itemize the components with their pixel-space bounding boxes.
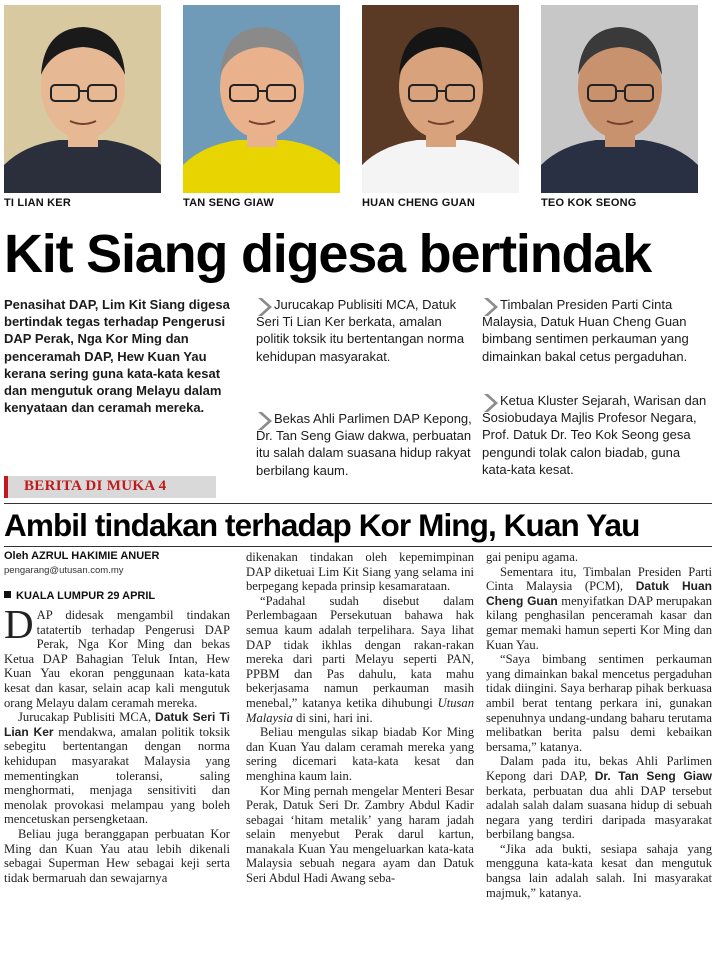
caption-huan-cheng-guan: HUAN CHENG GUAN [362,197,475,209]
summary-point-text: Jurucakap Publisiti MCA, Datuk Seri Ti Lian Ker berkata, amalan politik toksik itu bertentangan norma kehidupan masyarakat. [256,297,465,364]
article-paragraph: Beliau juga beranggapan perbuatan Kor Ming dan Kuan Yau atau lebih dikenali sebagai Superman Hew sebagai keji serta tidak bermaruah dan sewajarnya [4,826,230,885]
byline: Oleh AZRUL HAKIMIE ANUER [4,550,160,562]
article-column-2 [246,550,474,886]
article-column-1 [4,601,230,885]
article-paragraph [4,710,230,827]
article-text: Sementara itu, Timbalan Presiden Parti Cinta Malaysia (PCM), [486,564,712,594]
article-paragraph: Kor Ming pernah mengelar Menteri Besar Perak, Datuk Seri Dr. Zambry Abdul Kadir sebagai ‘hitam metalik’ yang haram jadah selain menyebut Perak darul kartun, manakala Kuan Yau mengeluarkan kata-kata Malaysia sebuah negara ayam dan Datuk Seri Abdul Hadi Awang seba- [246,783,474,886]
article-text: “Padahal sudah disebut dalam Perlembagaan Persekutuan bahawa hak semua kaum adalah terpelihara. Saya lihat DAP tidak ikhlas dengan rakan-rakan mereka dari parti Melayu seperti PAN, PPBM dan Pas dahulu, kata mahu bekerjasama namun perkauman masih menebal,” katanya ketika dihubungi [246,593,474,710]
article-name-bold: Datuk Seri Ti Lian Ker [4,710,230,739]
article-name-bold: Datuk Huan Cheng Guan [486,579,712,608]
summary-point-huan-cheng-guan [482,296,710,365]
article-paragraph: “Saya bimbang sentimen perkauman yang dimainkan bakal mencetus pergaduhan tidak diingini. Saya berharap pihak berkuasa ambil berat tentang perkara ini, gunakan sepenuhnya undang-undang baharu terutama melibatkan berita palsu demi kebaikan bersama,” katanya. [486,652,712,754]
summary-point-text: Ketua Kluster Sejarah, Warisan dan Sosiobudaya Majlis Profesor Negara, Prof. Datuk Dr. Teo Kok Seong gesa pengundi tolak calon biadab, guna kata-kata kesat. [482,393,707,477]
portrait-huan-cheng-guan [362,5,519,193]
article-paragraph: gai penipu agama. [486,550,578,564]
summary-point-ti-lian-ker [256,296,478,365]
article-text: berkata, perbuatan dua ahli DAP tersebut adalah salah dalam suasana hidup di sebuah negara yang terdiri daripada masyarakat berbilang bangsa. [486,783,712,842]
main-headline: Kit Siang digesa bertindak [4,224,651,284]
caption-ti-lian-ker: TI LIAN KER [4,197,71,209]
square-bullet-icon [4,591,11,598]
summary-lead: Penasihat DAP, Lim Kit Siang digesa bertindak tegas terhadap Pengerusi DAP Perak, Nga Kor Ming dan penceramah DAP, Hew Kuan Yau kerana sering guna kata-kata kesat dan mengutuk orang Melayu dalam kenyataan dan ceramah mereka. [4,297,230,416]
article-text: Jurucakap Publisiti MCA, [18,710,156,725]
summary-point-text: Bekas Ahli Parlimen DAP Kepong, Dr. Tan Seng Giaw dakwa, perbuatan itu salah dalam suasana hidup rakyat berbilang kaum. [256,411,472,478]
article-paragraph: DAP didesak mengambil tindakan tatatertib terhadap Pengerusi DAP Perak, Nga Kor Ming dan bekas Ketua DAP Bahagian Teluk Intan, Hew Kuan Yau ekoran penggunaan kata-kata kesat dan kasar, selain acap kali mengutuk orang Melayu dalam ceramah mereka. [4,601,230,710]
sub-headline: Ambil tindakan terhadap Kor Ming, Kuan Yau [4,507,640,543]
article-paragraph [246,594,474,725]
portrait-image [183,5,340,193]
page-reference-text: BERITA DI MUKA 4 [24,478,167,494]
article-paragraph: Beliau mengulas sikap biadab Kor Ming dan Kuan Yau dalam ceramah mereka yang sering dicemari kata-kata kesat dan menghina kaum lain. [246,725,474,783]
summary-point-text: Timbalan Presiden Parti Cinta Malaysia, Datuk Huan Cheng Guan bimbang sentimen perkauman yang dimainkan bakal cetus pergaduhan. [482,297,689,364]
article-paragraph: “Jika ada bukti, sesiapa sahaja yang mengguna kata-kata kesat dan mengutuk bangsa lain adalah salah. Ini masyarakat majmuk,” katanya. [486,841,712,900]
caption-tan-seng-giaw: TAN SENG GIAW [183,197,275,209]
author-email: pengarang@utusan.com.my [4,565,124,576]
portrait-ti-lian-ker [4,5,161,193]
article-paragraph [486,565,712,653]
summary-point-teo-kok-seong [482,392,710,478]
article-text: di sini, hari ini. [292,710,373,725]
article-paragraph [486,754,712,842]
dateline-text: KUALA LUMPUR 29 APRIL [16,590,156,602]
portrait-image [4,5,161,193]
caption-teo-kok-seong: TEO KOK SEONG [541,197,637,209]
portrait-image [362,5,519,193]
portrait-tan-seng-giaw [183,5,340,193]
article-text: menyifatkan DAP merupakan kilang penghasilan penceramah kasar dan gemar memaki hamun seperti Kor Ming dan Kuan Yau. [486,593,712,652]
portrait-teo-kok-seong [541,5,698,193]
article-column-3 [486,550,712,900]
article-text: mendakwa, amalan politik toksik sebegitu bertentangan dengan norma kehidupan masyarakat Malaysia yang mementingkan toleransi, saling menghormati, menjaga sensitiviti dan menolak provokasi melampau yang boleh mencetuskan persengketaan. [4,724,230,827]
section-divider [4,546,712,547]
portrait-image [541,5,698,193]
article-text: Dalam pada itu, bekas Ahli Parlimen Kepong dari DAP, [486,754,712,783]
summary-point-tan-seng-giaw [256,410,478,479]
article-italic: Utusan Malaysia [246,695,474,725]
page-reference-box [4,476,216,498]
article-name-bold: Dr. Tan Seng Giaw [594,768,712,783]
portrait-row [0,0,716,212]
article-paragraph: dikenakan tindakan oleh kepemimpinan DAP diketuai Lim Kit Siang yang selama ini berpegang kepada prinsip kesamarataan. [246,550,474,594]
